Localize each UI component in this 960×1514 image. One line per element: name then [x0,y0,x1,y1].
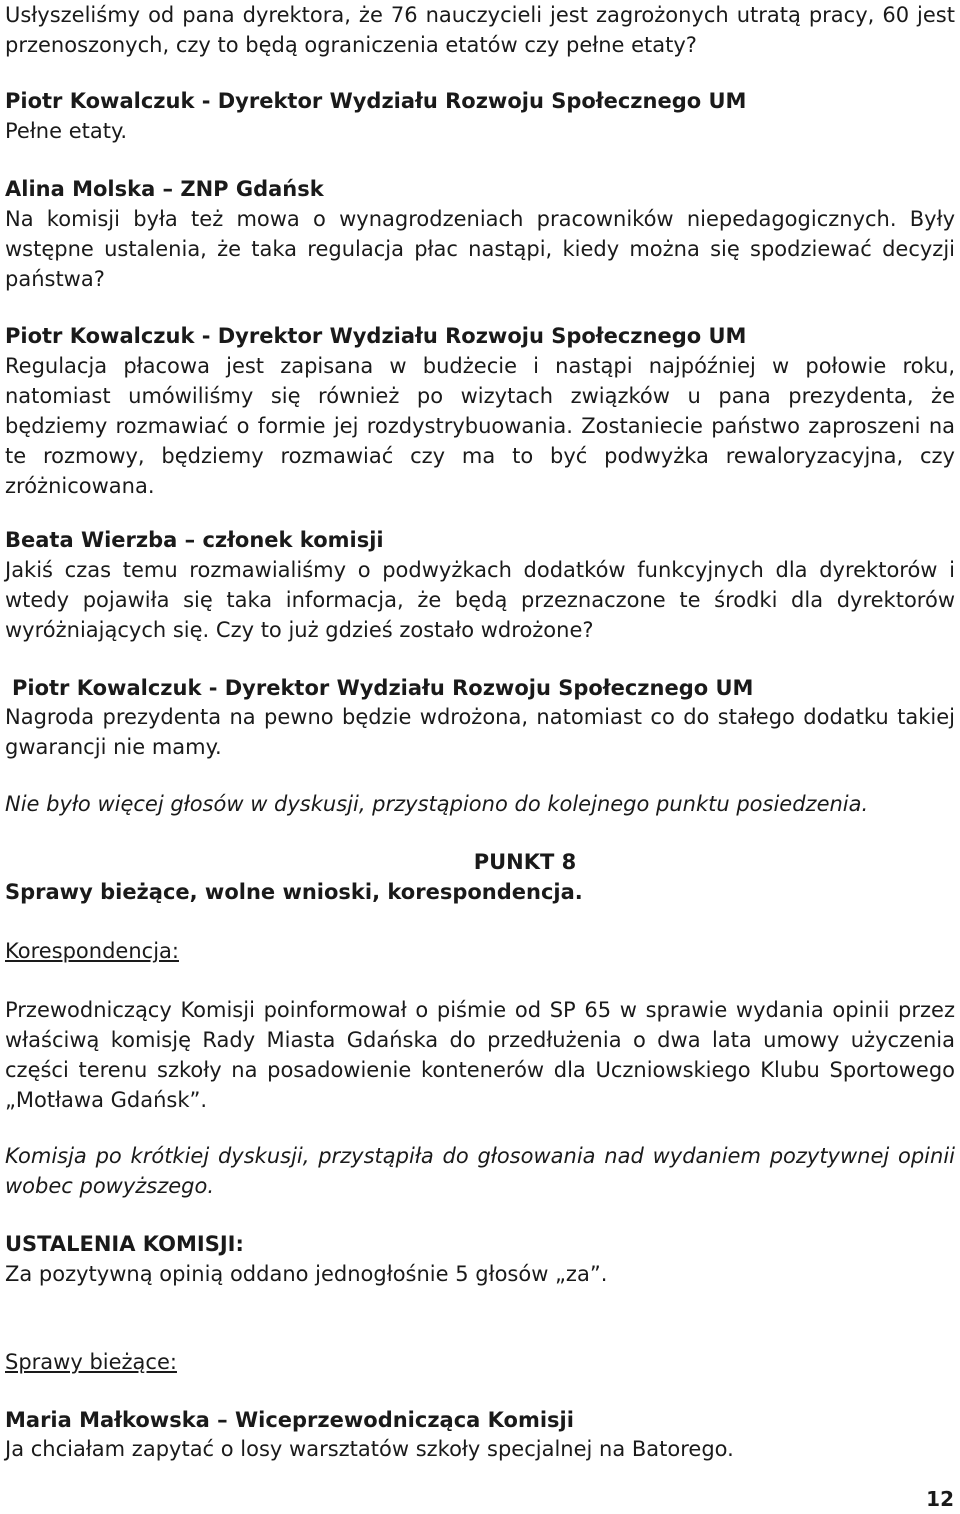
section-title: Sprawy bieżące, wolne wnioski, korespondencja. [5,880,583,904]
speaker-name: Alina Molska – ZNP Gdańsk [5,177,324,201]
page-number: 12 [926,1487,954,1511]
statement-paragraph: Na komisji była też mowa o wynagrodzeniach pracowników niepedagogicznych. Były wstępne ustalenia, że taka regulacja płac nastąpi, kiedy można się spodziewać decyzji państwa? [5,207,955,291]
statement-paragraph: Jakiś czas temu rozmawialiśmy o podwyżkach dodatków funkcyjnych dla dyrektorów i wtedy pojawiła się taka informacja, że będą przeznaczone te środki dla dyrektorów wyróżniających się. Czy to już gdzieś zostało wdrożone? [5,558,955,642]
speaker-name: Piotr Kowalczuk - Dyrektor Wydziału Rozwoju Społecznego UM [12,676,754,700]
sprawy-heading: Sprawy bieżące: [5,1350,177,1374]
korespondencja-heading: Korespondencja: [5,939,179,963]
section-number: PUNKT 8 [473,850,577,874]
discussion-note: Komisja po krótkiej dyskusji, przystąpiła do głosowania nad wydaniem pozytywnej opinii wobec powyższego. [5,1144,955,1198]
speaker-name: Piotr Kowalczuk - Dyrektor Wydziału Rozwoju Społecznego UM [5,324,747,348]
statement-paragraph: Nagroda prezydenta na pewno będzie wdrożona, natomiast co do stałego dodatku takiej gwarancji nie mamy. [5,705,955,759]
statement-paragraph: Ja chciałam zapytać o losy warsztatów szkoły specjalnej na Batorego. [5,1437,734,1461]
answer-text: Pełne etaty. [5,119,128,143]
speaker-name: Piotr Kowalczuk - Dyrektor Wydziału Rozwoju Społecznego UM [5,89,747,113]
speaker-name: Beata Wierzba – członek komisji [5,528,384,552]
statement-paragraph: Regulacja płacowa jest zapisana w budżecie i nastąpi najpóźniej w połowie roku, natomiast umówiliśmy się również po wizytach związków u pana prezydenta, że będziemy rozmawiać o formie jej rozdystrybuowania. Zostaniecie państwo zaproszeni na te rozmowy, będziemy rozmawiać czy ma to być podwyżka rewaloryzacyjna, czy zróżnicowana. [5,354,955,498]
vote-result: Za pozytywną opinią oddano jednogłośnie 5 głosów „za”. [5,1262,608,1286]
question-paragraph: Usłyszeliśmy od pana dyrektora, że 76 nauczycieli jest zagrożonych utratą pracy, 60 jest przenoszonych, czy to będą ograniczenia etatów czy pełne etaty? [5,3,955,57]
discussion-note: Nie było więcej głosów w dyskusji, przystąpiono do kolejnego punktu posiedzenia. [5,792,869,816]
speaker-name: Maria Małkowska – Wiceprzewodnicząca Komisji [5,1408,574,1432]
statement-paragraph: Przewodniczący Komisji poinformował o piśmie od SP 65 w sprawie wydania opinii przez właściwą komisję Rady Miasta Gdańska do przedłużenia o dwa lata umowy użyczenia części terenu szkoły na posadowienie kontenerów dla Uczniowskiego Klubu Sportowego „Motława Gdańsk”. [5,998,955,1112]
ustalenia-heading: USTALENIA KOMISJI: [5,1232,244,1256]
